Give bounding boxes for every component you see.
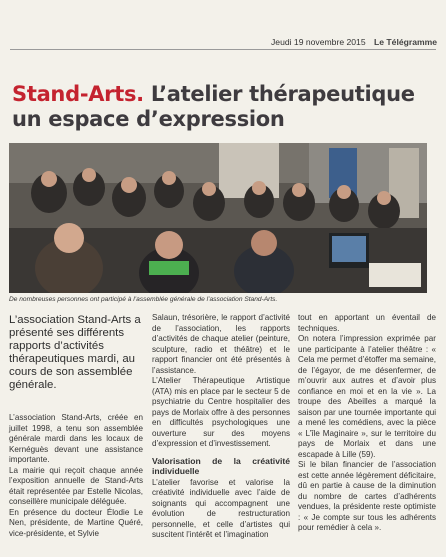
article-lead: L’association Stand-Arts a présenté ses différents rapports d’activités thérapeutiques mardi, au cours de son assemblée générale.	[9, 314, 141, 391]
paragraph: L’association Stand-Arts, créée en juillet 1998, a tenu son assemblée générale mardi dans les locaux de Kernéguès devant une assistance importante.	[9, 413, 143, 464]
paragraph: L’atelier favorise et valorise la créativité individuelle avec l’aide de soignants qui accompagnent une évolution de restructuration personnelle, et celle d’artistes qui suscitent l’intérêt et l’imagination	[152, 477, 290, 539]
article-column-1	[9, 413, 143, 539]
article-photo	[9, 143, 427, 293]
paragraph: Si le bilan financier de l’association est cette année légèrement déficitaire, dû en partie à cause de la diminution du nombre de cartes d’adhérents vendues, la présidente reste optimiste : « Je compte sur tous les adhérents pour remédier à cela ».	[298, 460, 436, 532]
photo-caption: De nombreuses personnes ont participé à l’assemblée générale de l’association Stand-Arts.	[9, 296, 278, 303]
photo-illustration	[9, 143, 427, 293]
article-subheading: Valorisation de la créativité individuelle	[152, 455, 290, 476]
paragraph: L’Atelier Thérapeutique Artistique (ATA) mis en place par le secteur 5 de psychiatrie du Centre hospitalier des pays de Morlaix offre à des personnes en difficultés psychologiques une ouverture sur des moyens d’expression et d’investissement.	[152, 376, 290, 448]
paragraph: La mairie qui reçoit chaque année l’exposition annuelle de Stand-Arts était représentée par Estelle Nicolas, conseillère municipale déléguée.	[9, 465, 143, 506]
newspaper-name: Le Télégramme	[374, 37, 438, 47]
article-headline	[12, 82, 437, 132]
paragraph: tout en apportant un éventail de techniques.	[298, 313, 436, 333]
article-column-3	[298, 313, 436, 534]
paragraph: On notera l’impression exprimée par une participante à l’atelier théâtre : « Cela me permet d’étoffer ma semaine, de l’égayor, de me désenfermer, de m’ouvrir aux autres et d’avoir plus confiance en moi et en la vie ». La troupe des Abeilles a marqué la saison par une tournée importante qui a mené les comédiens, avec la pièce « L’île Maginaire », sur le territoire du pays de Morlaix et dans une escapade à Lille (59).	[298, 334, 436, 459]
headline-title: L’atelier thérapeutique un espace d’expression	[12, 82, 415, 131]
issue-date: Jeudi 19 novembre 2015	[271, 37, 366, 47]
paragraph: En présence du docteur Élodie Le Nen, présidente, de Martine Quéré, vice-présidente, et Sylvie	[9, 507, 143, 538]
headline-kicker: Stand-Arts.	[12, 82, 144, 106]
newspaper-header	[0, 34, 446, 48]
header-rule	[10, 49, 436, 50]
paragraph: Salaun, trésorière, le rapport d’activité de l’association, les rapports d’activités de chaque atelier (peinture, sculpture, radio et théâtre) et le rapport financier ont été présentés à l’assistance.	[152, 313, 290, 375]
article-column-2	[152, 313, 290, 541]
